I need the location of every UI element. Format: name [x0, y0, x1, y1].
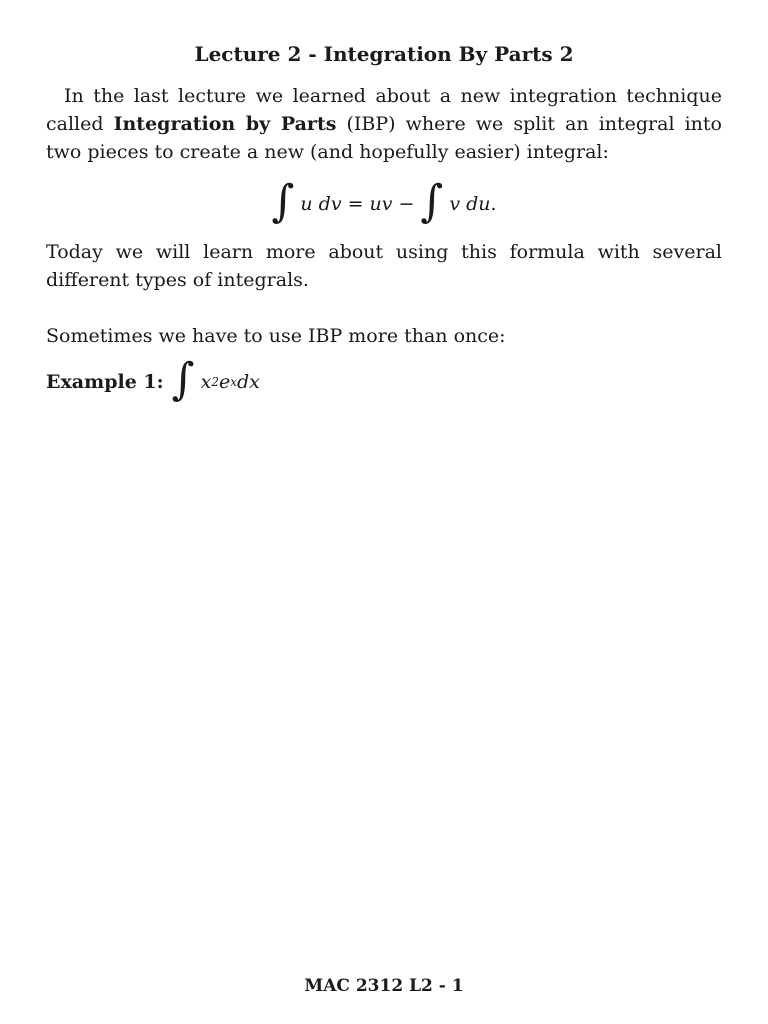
page-footer: MAC 2312 L2 - 1 [304, 976, 464, 996]
document-page [46, 0, 722, 1024]
example-integral [171, 354, 260, 405]
intro-text-after: (IBP) where we split an integral into two pieces to create a new (and hopefully easier) integral: [46, 113, 722, 163]
formula-minus: − [398, 193, 415, 215]
example-base-e: e [218, 371, 231, 393]
sometimes-paragraph: Sometimes we have to use IBP more than once: [46, 325, 506, 347]
formula-equals: = [347, 193, 364, 215]
formula-lhs: u dv [300, 193, 342, 215]
example-dx: dx [237, 371, 260, 393]
integral-sign-icon: ∫ [271, 176, 295, 227]
example-1 [46, 356, 260, 408]
formula-period: . [490, 193, 497, 215]
integral-sign-icon: ∫ [171, 354, 195, 405]
example-label: Example 1: [46, 371, 164, 393]
ibp-formula [46, 178, 722, 230]
intro-bold-term: Integration by Parts [113, 113, 337, 135]
today-paragraph: Today we will learn more about using this formula with several different types of integrals. [46, 241, 722, 291]
example-base-x: x [200, 371, 212, 393]
page-title: Lecture 2 - Integration By Parts 2 [194, 42, 574, 66]
formula-uv: uv [369, 193, 393, 215]
intro-paragraph [46, 82, 722, 166]
intro-text-before: In the last lecture we learned about a new integration technique called [46, 85, 722, 135]
example-exp-x: x [230, 375, 237, 389]
formula-rhs: v du [449, 193, 491, 215]
integral-sign-icon: ∫ [420, 176, 444, 227]
example-exp-2: 2 [211, 375, 219, 389]
